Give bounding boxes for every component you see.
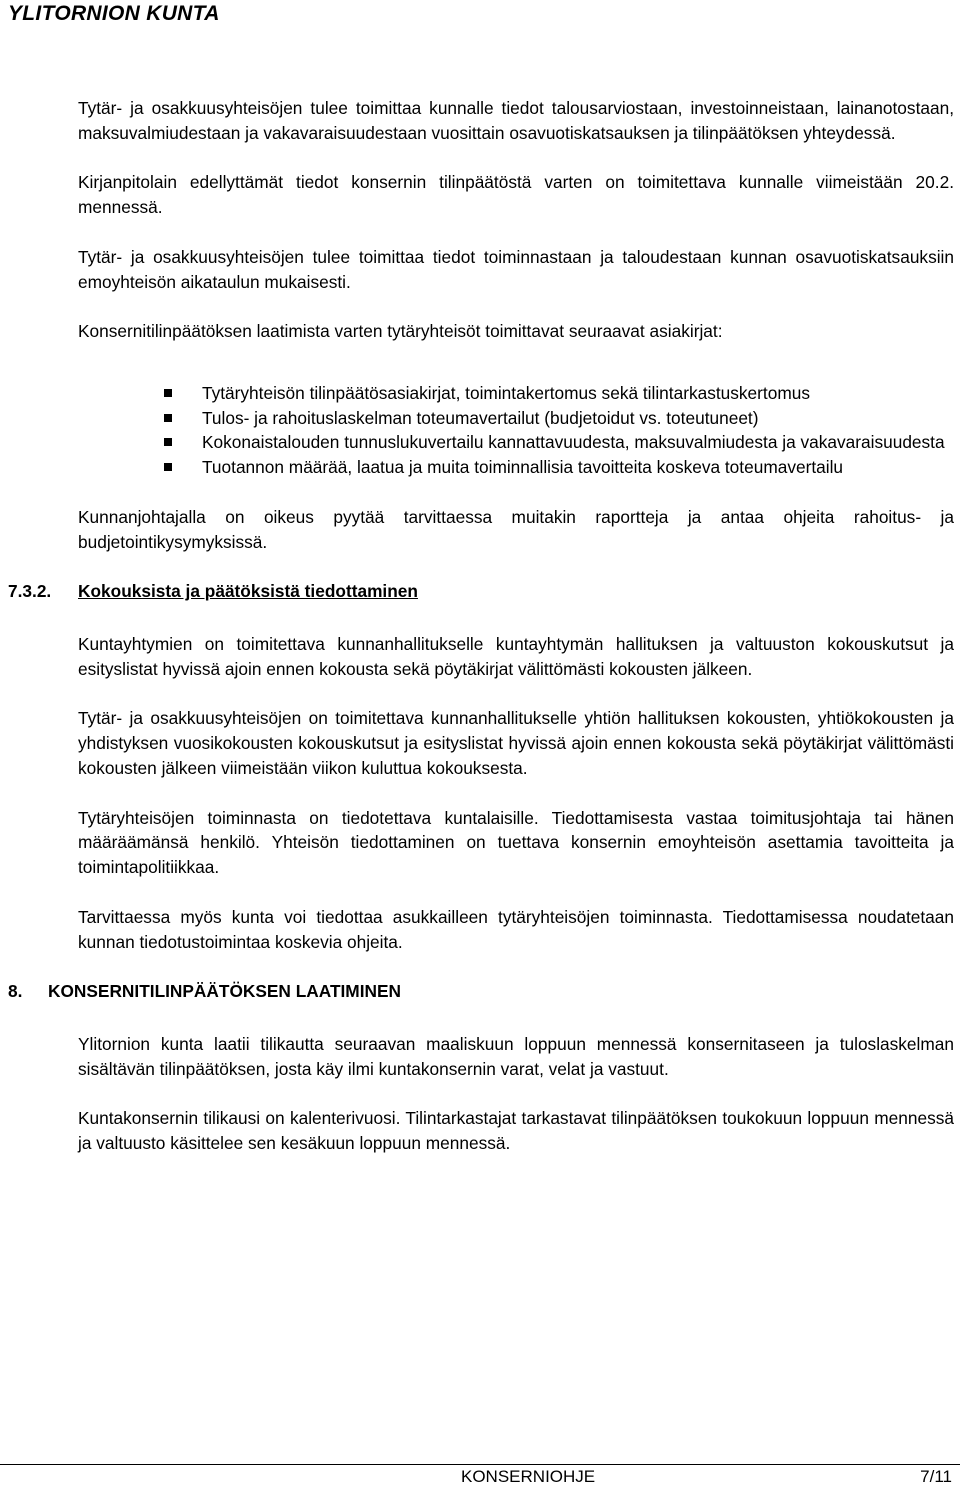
square-bullet-icon xyxy=(164,438,172,446)
section-number: 7.3.2. xyxy=(8,581,52,602)
paragraph: Tarvittaessa myös kunta voi tiedottaa asukkailleen tytäryhteisöjen toiminnasta. Tiedottamisessa noudatetaan kunnan tiedotustoimintaa koskevia ohjeita. xyxy=(78,906,954,952)
list-item-text: Tuotannon määrää, laatua ja muita toiminnallisia tavoitteita koskeva toteumavertailu xyxy=(202,457,844,478)
list-item-text: Tulos- ja rahoituslaskelman toteumavertailut (budjetoidut vs. toteutuneet) xyxy=(202,407,759,428)
square-bullet-icon xyxy=(164,414,172,422)
chapter-heading xyxy=(8,979,954,1004)
list-item-text: Kokonaistalouden tunnuslukuvertailu kannattavuudesta, maksuvalmiudesta ja vakavaraisuudesta xyxy=(202,432,945,453)
paragraph: Tytär- ja osakkuusyhteisöjen on toimitettava kunnanhallitukselle yhtiön hallituksen kokousten, yhtiökokousten ja yhdistyksen vuosikokousten kokouskutsut ja esityslistat hyvissä ajoin ennen kokousta sekä pöytäkirjat välittömästi kokousten jälkeen viimeistään viikon kuluttua kokouksesta. xyxy=(78,708,954,778)
page-number: 7/11 xyxy=(920,1467,952,1486)
footer-label: KONSERNIOHJE xyxy=(461,1467,596,1486)
document-body xyxy=(8,96,954,1181)
paragraph: Konsernitilinpäätöksen laatimista varten tytäryhteisöt toimittavat seuraavat asiakirjat: xyxy=(78,321,723,342)
section-title: Kokouksista ja päätöksistä tiedottaminen xyxy=(78,581,418,602)
list-item-text: Tytäryhteisön tilinpäätösasiakirjat, toimintakertomus sekä tilintarkastuskertomus xyxy=(202,382,810,403)
square-bullet-icon xyxy=(164,463,172,471)
section-heading xyxy=(8,579,954,604)
paragraph: Tytär- ja osakkuusyhteisöjen tulee toimittaa tiedot toiminnastaan ja taloudestaan kunnan osavuotiskatsauksiin emoyhteisön aikataulun mukaisesti. xyxy=(78,246,954,292)
chapter-title: KONSERNITILINPÄÄTÖKSEN LAATIMINEN xyxy=(48,981,401,1002)
list-item xyxy=(78,406,954,431)
spacer xyxy=(78,369,954,381)
paragraph: Kirjanpitolain edellyttämät tiedot konsernin tilinpäätöstä varten on toimitettava kunnalle viimeistään 20.2. mennessä. xyxy=(78,172,954,218)
paragraph: Kuntayhtymien on toimitettava kunnanhallitukselle kuntayhtymän hallituksen ja valtuuston kokouskutsut ja esityslistat hyvissä ajoin ennen kokousta sekä pöytäkirjat välittömästi kokousten jälkeen. xyxy=(78,633,954,679)
chapter-number: 8. xyxy=(8,981,23,1002)
paragraph: Tytäryhteisöjen toiminnasta on tiedotettava kuntalaisille. Tiedottamisesta vastaa toimitusjohtaja tai hänen määräämänsä henkilö. Yhteisön tiedottaminen on tuettava konsernin emoyhteisön asettamia tavoitteita ja toimintapolitiikkaa. xyxy=(78,807,954,878)
paragraph: Ylitornion kunta laatii tilikautta seuraavan maaliskuun loppuun mennessä konsernitaseen ja tuloslaskelman sisältävän tilinpäätöksen, josta käy ilmi kuntakonsernin varat, velat ja vastuut. xyxy=(78,1033,954,1079)
paragraph: Kunnanjohtajalla on oikeus pyytää tarvittaessa muitakin raportteja ja antaa ohjeita rahoitus- ja budjetointikysymyksissä. xyxy=(78,506,954,552)
list-item xyxy=(78,455,954,480)
document-list xyxy=(78,381,954,480)
list-item xyxy=(78,381,954,406)
document-header-title: YLITORNION KUNTA xyxy=(8,2,220,25)
paragraph: Tytär- ja osakkuusyhteisöjen tulee toimittaa kunnalle tiedot talousarviostaan, investoinneistaan, lainanotostaan, maksuvalmiudestaan ja vakavaraisuudestaan vuosittain osavuotiskatsauksen ja tilinpäätöksen yhteydessä. xyxy=(78,98,954,143)
paragraph: Kuntakonsernin tilikausi on kalenterivuosi. Tilintarkastajat tarkastavat tilinpäätöksen toukokuun loppuun mennessä ja valtuusto käsittelee sen kesäkuun loppuun mennessä. xyxy=(78,1108,954,1154)
list-item xyxy=(78,430,954,455)
square-bullet-icon xyxy=(164,389,172,397)
footer-divider xyxy=(0,1464,960,1465)
